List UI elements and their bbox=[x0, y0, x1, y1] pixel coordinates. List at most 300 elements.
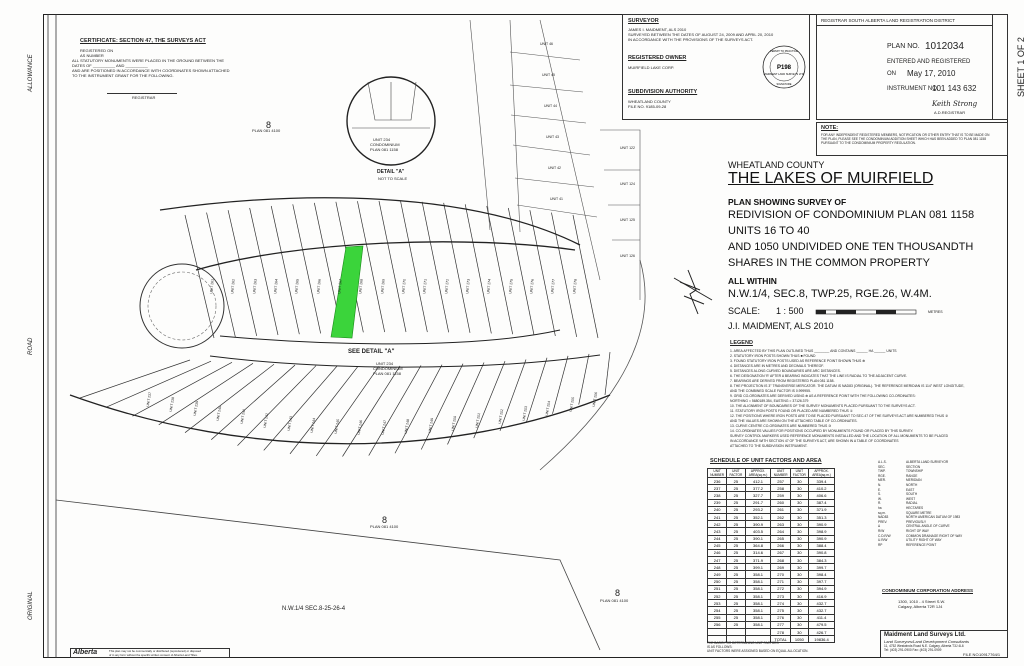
abbreviation-code: S. bbox=[878, 492, 882, 497]
file-no-label: FILE NO. bbox=[963, 652, 980, 657]
unit-table-cell: 251 bbox=[708, 585, 727, 592]
unit-table-cell: 388.4 bbox=[809, 542, 835, 549]
lot-line bbox=[293, 204, 321, 333]
original-label: ORIGINAL bbox=[28, 591, 34, 620]
abbreviation-code: SEC. bbox=[878, 464, 886, 469]
unit-table-cell: 25 bbox=[727, 521, 745, 528]
table-footnote: IS AS FOLLOWS: bbox=[707, 645, 733, 649]
unit-label: UNIT 261 bbox=[209, 278, 215, 295]
alberta-notice bbox=[70, 648, 230, 658]
unit-table-row bbox=[708, 607, 835, 614]
unit-label: UNIT 275 bbox=[507, 278, 514, 295]
unit-label: UNIT 240 bbox=[215, 405, 223, 421]
plan-081-4100-label-bottom: PLAN 081 4100 bbox=[370, 524, 399, 529]
legend-item: 8. THE PROJECTION IS 3° TRANSVERSE MERCATOR. THE DATUM IS NAD83 (ORIGINAL). THE REFERENCE MERIDIAN IS 114° WEST LONGITUDE, bbox=[730, 384, 965, 388]
unit-table-cell: 237 bbox=[708, 485, 727, 492]
unit-table-cell: 30 bbox=[790, 614, 808, 621]
detail-a-label: DETAIL "A" bbox=[377, 169, 405, 175]
unit-table-cell: 270 bbox=[771, 571, 790, 578]
note-line: PURSUANT TO THE CONDOMINIUM PROPERTY REGULATION. bbox=[821, 141, 916, 145]
road-north-edge bbox=[220, 330, 560, 344]
abbreviation-meaning: ALBERTA LAND SURVEYOR bbox=[906, 460, 949, 464]
abbreviation-meaning: CENTRAL ANGLE OF CURVE bbox=[906, 524, 950, 529]
lot-8-label-bottom: 8 bbox=[382, 515, 388, 525]
abbreviation-meaning: UTILITY RIGHT OF WAY bbox=[906, 538, 942, 543]
unit-table-cell: 273 bbox=[771, 593, 790, 600]
unit-label: UNIT 270 bbox=[401, 278, 407, 295]
abbreviation-meaning: NORTH bbox=[906, 483, 918, 487]
certificate-block bbox=[62, 38, 230, 100]
unit-table-cell: 25 bbox=[727, 549, 745, 556]
owner-value: MUIRFIELD LAKE CORP. bbox=[628, 65, 675, 70]
corp-address-line: 1300, 1010 - 4 Street S.W. bbox=[898, 599, 946, 604]
unit-table-cell bbox=[745, 628, 771, 635]
abbreviation-meaning: PREVIOUSLY bbox=[906, 519, 927, 524]
allowance-label: ALLOWANCE bbox=[28, 54, 34, 92]
unit-table-row bbox=[708, 521, 835, 528]
unit-table-total-cell: TOTAL bbox=[771, 636, 790, 643]
unit-table-cell: 275 bbox=[771, 607, 790, 614]
unit-table-cell: 390.9 bbox=[809, 521, 835, 528]
table-footnote: THE BASIS FOR DETERMINING UNIT FACTORS bbox=[707, 641, 779, 645]
unit-table-row bbox=[708, 564, 835, 571]
registrar-block bbox=[816, 14, 1026, 120]
unit-table-cell bbox=[708, 628, 727, 635]
unit-table-cell: 30 bbox=[790, 549, 808, 556]
unit-table-cell: 25 bbox=[727, 513, 745, 520]
surveyor-line: SURVEYED BETWEEN THE DATES OF AUGUST 24, 2009 AND APRIL 20, 2010 bbox=[628, 32, 774, 37]
unit-table-cell: 236 bbox=[708, 478, 727, 485]
seal-id: P198 bbox=[776, 65, 792, 71]
abbreviation-meaning: SQUARE METRE bbox=[906, 510, 932, 515]
abbreviation-code: NAD83 bbox=[878, 515, 889, 520]
unit-table-cell: 267 bbox=[771, 549, 790, 556]
registrar-heading: REGISTRAR SOUTH ALBERTA LAND REGISTRATION DISTRICT bbox=[821, 18, 956, 23]
legend-item: 13. CURVE CENTRE CO-ORDINATES ARE NUMBERED THUS ③ bbox=[730, 424, 832, 428]
unit-table-cell: 265 bbox=[771, 535, 790, 542]
abbreviation-code: A.L.S. bbox=[878, 460, 887, 464]
unit-table-cell: 394.9 bbox=[809, 585, 835, 592]
title-line-4: AND 1050 UNDIVIDED ONE TEN THOUSANDTH bbox=[728, 241, 974, 253]
unit-label: UNIT 246 bbox=[356, 419, 364, 436]
unit-table-cell: 30 bbox=[790, 478, 808, 485]
unit-label: UNIT 251 bbox=[474, 412, 481, 428]
title-line-7: N.W.1/4, SEC.8, TWP.25, RGE.26, W.4M. bbox=[728, 288, 932, 300]
lot-line bbox=[264, 366, 337, 450]
abbreviation-meaning: COMMON DRAINAGE RIGHT OF WAY bbox=[906, 533, 963, 538]
lot-8-label-right: 8 bbox=[615, 588, 621, 598]
top-lot-row bbox=[185, 201, 598, 338]
unit-table-cell: 293.2 bbox=[745, 506, 771, 513]
firm-name: Maidment Land Surveys Ltd. bbox=[884, 632, 966, 638]
authority-line: WHEATLAND COUNTY bbox=[628, 99, 671, 104]
corp-address-line: Calgary, Alberta T2R 1J4 bbox=[898, 604, 943, 609]
unit-label: UNIT 45 bbox=[542, 73, 555, 77]
lot-line bbox=[422, 202, 449, 333]
instrument-no: 101 143 632 bbox=[932, 84, 977, 93]
unit-label: UNIT 253 bbox=[521, 405, 528, 421]
unit-label: UNIT 267 bbox=[337, 278, 343, 295]
abbreviation-meaning: NORTH AMERICAN DATUM OF 1983 bbox=[906, 515, 961, 520]
seal-top: PERMIT TO PRACTICE bbox=[770, 50, 798, 53]
unit-table-cell: 397.7 bbox=[809, 578, 835, 585]
unit-label: UNIT 41 bbox=[550, 197, 563, 201]
owner-heading: REGISTERED OWNER bbox=[628, 55, 687, 61]
unit-table-cell: 246 bbox=[708, 549, 727, 556]
registered-date: May 17, 2010 bbox=[907, 69, 956, 78]
lot-line bbox=[290, 366, 358, 454]
unit-table-cell: 432.7 bbox=[809, 600, 835, 607]
unit-label: UNIT 266 bbox=[315, 278, 322, 295]
unit-table-row bbox=[708, 513, 835, 520]
unit-table-cell: 390.1 bbox=[745, 535, 771, 542]
unit-table-cell: 364.8 bbox=[745, 542, 771, 549]
abbreviation-code: C.D.R/W bbox=[878, 533, 891, 538]
unit-label: UNIT 273 bbox=[465, 278, 471, 295]
alberta-logo: Alberta bbox=[73, 649, 98, 656]
lot-line bbox=[357, 201, 384, 332]
unit-table-row bbox=[708, 535, 835, 542]
abbreviation-meaning: MERIDIAN bbox=[906, 478, 922, 483]
unit-table-cell: 30 bbox=[790, 492, 808, 499]
note-line: THE PLAN, PLEASE SEE THE CONDOMINIUM ADDITION SHEET WHICH HAS BEEN ADDED TO PLAN 081 1158 bbox=[821, 137, 986, 141]
abbreviation-code: RGE. bbox=[878, 473, 886, 478]
unit-table-cell: 30 bbox=[790, 506, 808, 513]
detail-condo-sub2: PLAN 081 1158 bbox=[370, 147, 398, 152]
abbreviation-code: RP bbox=[878, 542, 883, 547]
corp-address-heading: CONDOMINIUM CORPORATION ADDRESS bbox=[882, 588, 973, 593]
unit-table-cell: 25 bbox=[727, 485, 745, 492]
unit-label: UNIT 44 bbox=[544, 104, 557, 108]
unit-table-cell: 352.1 bbox=[745, 513, 771, 520]
legend-item: 10. THE ALIGNMENT OF BOUNDARIES OF THE SURVEY MONUMENTS PLACED PURSUANT TO THE SURVEYS ACT. bbox=[730, 404, 916, 408]
lot-line bbox=[553, 356, 569, 414]
unit-table-header: UNIT NUMBER bbox=[771, 469, 790, 478]
registrar-signature: Keith Strong bbox=[932, 100, 978, 108]
authority-heading: SUBDIVISION AUTHORITY bbox=[628, 89, 698, 95]
signature-title: A.D.REGISTRAR bbox=[934, 110, 966, 115]
lot-line bbox=[207, 213, 236, 337]
condo-unit-label: UNIT 234 bbox=[376, 361, 394, 366]
unit-table-row bbox=[708, 528, 835, 535]
unit-table-cell: 30 bbox=[790, 528, 808, 535]
unit-table-cell: 30 bbox=[790, 578, 808, 585]
unit-table-cell: 241 bbox=[708, 513, 727, 520]
unit-label: UNIT 125 bbox=[620, 218, 635, 222]
unit-table-header: APPROX. AREA(sq.m.) bbox=[809, 469, 835, 478]
unit-label: UNIT 122 bbox=[620, 146, 635, 150]
lot-8-label: 8 bbox=[266, 120, 272, 130]
lot-line bbox=[579, 354, 589, 405]
table-footnote: UNIT FACTORS WERE ASSIGNED BASED ON EQUAL ALLOCATION. bbox=[707, 649, 809, 653]
unit-table-row bbox=[708, 578, 835, 585]
unit-label: UNIT 244 bbox=[309, 417, 317, 433]
unit-table-cell: 247 bbox=[708, 557, 727, 564]
certificate-line: REGISTERED ON bbox=[80, 48, 114, 53]
unit-label: UNIT 278 bbox=[571, 278, 578, 295]
legend-item: 14. CO-ORDINATES VALUES FOR POSITIONS OCCUPIED BY MONUMENTS FOUND OR PLACED BY THIS SURVEY. bbox=[730, 429, 914, 433]
detail-a-lines bbox=[352, 82, 430, 128]
unit-table-cell: 244 bbox=[708, 535, 727, 542]
abbreviation-meaning: REFERENCE POINT bbox=[906, 542, 937, 547]
legend-item: 3. FOUND STATUTORY IRON POSTS USED AS REFERENCE POINT SHOWN THUS ⊕ bbox=[730, 359, 866, 363]
legend-item: NORTHING = 5680189.354, EASTING = 37126.379 bbox=[730, 399, 809, 403]
unit-table-cell: 264 bbox=[771, 528, 790, 535]
unit-table-cell: 253 bbox=[708, 600, 727, 607]
note-block bbox=[816, 122, 1008, 156]
unit-table-total-cell: 1050 bbox=[790, 636, 808, 643]
unit-table-cell: 30 bbox=[790, 571, 808, 578]
lot-line bbox=[185, 215, 214, 338]
alberta-notice-line: This plan may not be commercially or distributed (reproduced) or disposed bbox=[109, 649, 202, 653]
see-detail-a-label: SEE DETAIL "A" bbox=[348, 349, 395, 355]
unit-table-cell: 254 bbox=[708, 607, 727, 614]
unit-table-cell: 25 bbox=[727, 600, 745, 607]
unit-table-cell: 30 bbox=[790, 513, 808, 520]
unit-table-cell: 358.1 bbox=[745, 571, 771, 578]
unit-table-header: UNIT NUMBER bbox=[708, 469, 727, 478]
unit-table-cell: 25 bbox=[727, 578, 745, 585]
unit-table-cell: 411.4 bbox=[809, 614, 835, 621]
firm-tagline: Land Surveyors/Land Development Consultants bbox=[884, 639, 969, 644]
unit-table-cell: 30 bbox=[790, 564, 808, 571]
unit-table-title: SCHEDULE OF UNIT FACTORS AND AREA bbox=[710, 458, 822, 464]
unit-table-row bbox=[708, 593, 835, 600]
unit-table-total-cell: 19836.4 bbox=[809, 636, 835, 643]
unit-table-cell: 240 bbox=[708, 506, 727, 513]
unit-table-cell: 358.1 bbox=[745, 585, 771, 592]
instrument-label: INSTRUMENT NO. bbox=[887, 86, 939, 92]
certificate-line: DATES OF __________ AND __________ bbox=[72, 63, 148, 68]
unit-table-row bbox=[708, 600, 835, 607]
unit-table-cell: 239 bbox=[708, 499, 727, 506]
unit-label: UNIT 254 bbox=[544, 401, 552, 417]
development-name: THE LAKES OF MUIRFIELD bbox=[728, 170, 934, 187]
certificate-line: TO THE INSTRUMENT GRANT FOR THE FOLLOWING. bbox=[72, 73, 174, 78]
unit-label: UNIT 126 bbox=[620, 254, 635, 258]
unit-table-cell: 416.9 bbox=[809, 593, 835, 600]
unit-table-header: APPROX. AREA(sq.m.) bbox=[745, 469, 771, 478]
legend-item: 6. THE DESIGNATION 'R' AFTER A BEARING INDICATES THAT THE LINE IS RADIAL TO THE ADJACENT CURVE. bbox=[730, 374, 908, 378]
abbreviation-meaning: RANGE bbox=[906, 473, 918, 478]
unit-table-cell: 30 bbox=[790, 499, 808, 506]
unit-table-cell: 30 bbox=[790, 600, 808, 607]
unit-table-cell: 390.8 bbox=[809, 549, 835, 556]
certificate-line: AS NUMBER bbox=[80, 53, 104, 58]
detail-condo-label: UNIT 234 bbox=[373, 137, 391, 142]
unit-table-cell: 399.1 bbox=[745, 564, 771, 571]
file-no: 10917764/1 bbox=[979, 652, 1001, 657]
unit-label: UNIT 249 bbox=[427, 417, 434, 433]
unit-table-cell: 238 bbox=[708, 492, 727, 499]
seal-bottom: SIGNATURE bbox=[776, 83, 792, 86]
legend-item: 4. DISTANCES ARE IN METRES AND DECIMALS THEREOF. bbox=[730, 364, 824, 368]
firm-address: 11, 4752 Westwinds Road N.E. Calgary, Alberta T3J 4L6 bbox=[884, 644, 964, 648]
unit-label: UNIT 250 bbox=[450, 415, 458, 431]
signature-line bbox=[107, 93, 177, 94]
lot-line bbox=[250, 208, 278, 335]
lot-line bbox=[487, 206, 513, 334]
unit-table-cell: 25 bbox=[727, 571, 745, 578]
legend-item: 11. STATUTORY IRON POSTS FOUND OR PLACED ARE NUMBERED THUS ① bbox=[730, 409, 853, 413]
abbreviation-code: MER. bbox=[878, 478, 886, 483]
abbreviation-code: E. bbox=[878, 487, 882, 492]
plan-no-label: PLAN NO. bbox=[887, 43, 920, 50]
certificate-heading: CERTIFICATE: SECTION 47, THE SURVEYS ACT bbox=[80, 38, 206, 44]
unit-label: UNIT 277 bbox=[550, 278, 556, 295]
unit-table-cell: 291.7 bbox=[745, 499, 771, 506]
unit-table bbox=[707, 468, 835, 643]
unit-table-row bbox=[708, 492, 835, 499]
abbreviation-code: Δ bbox=[878, 524, 881, 529]
unit-table-cell: 30 bbox=[790, 521, 808, 528]
upper-lots bbox=[470, 20, 640, 300]
surveyor-name: J.I. MAIDMENT, ALS 2010 bbox=[728, 321, 834, 331]
alberta-notice-line: of in any form without the specific written consent of Alberta Land Titles. bbox=[109, 653, 198, 657]
legend-item: 1. AREA AFFECTED BY THIS PLAN OUTLINED THUS ________ AND CONTAINS ______ HA ______ UNITS bbox=[730, 349, 897, 353]
detail-a-scale: NOT TO SCALE bbox=[378, 176, 408, 181]
unit-table-cell: 25 bbox=[727, 621, 745, 628]
unit-table-cell: 30 bbox=[790, 485, 808, 492]
unit-table-cell: 25 bbox=[727, 564, 745, 571]
note-line: FOR ANY INDEPENDENT REGISTERED MEMBERS, NOTIFICATION OR OTHER ENTRY THAT IS TO BE MADE ON bbox=[821, 133, 990, 137]
unit-table-cell: 248 bbox=[708, 564, 727, 571]
legend-heading: LEGEND bbox=[730, 340, 753, 346]
unit-label: UNIT 263 bbox=[251, 278, 258, 295]
condo-sub1: CONDOMINIUM bbox=[373, 366, 403, 371]
unit-table-cell: 479.5 bbox=[809, 621, 835, 628]
unit-table-cell: 398.9 bbox=[809, 528, 835, 535]
unit-table-cell: 249 bbox=[708, 571, 727, 578]
unit-table-cell: 262 bbox=[771, 513, 790, 520]
unit-label: UNIT 248 bbox=[403, 418, 411, 435]
parcel-boundary bbox=[540, 260, 645, 470]
lot-line bbox=[444, 203, 470, 333]
note-heading: NOTE: bbox=[821, 125, 839, 131]
scale-bar bbox=[816, 309, 926, 317]
unit-label: UNIT 243 bbox=[286, 415, 293, 431]
unit-table-cell: 25 bbox=[727, 593, 745, 600]
lot-line bbox=[605, 352, 610, 395]
unit-table-cell: 384.3 bbox=[809, 557, 835, 564]
unit-table-cell: 245 bbox=[708, 542, 727, 549]
unit-label: UNIT 276 bbox=[529, 278, 535, 295]
unit-label: UNIT 247 bbox=[380, 419, 387, 436]
title-line-3: UNITS 16 TO 40 bbox=[728, 225, 810, 237]
cul-de-sac bbox=[140, 264, 224, 348]
unit-label: UNIT 42 bbox=[548, 166, 561, 170]
unit-table-cell: 269 bbox=[771, 564, 790, 571]
unit-table-cell: 371.9 bbox=[745, 557, 771, 564]
parcel-boundary bbox=[56, 500, 600, 650]
legend-item: 2. STATUTORY IRON POSTS SHOWN THUS ■ FOUND bbox=[730, 354, 816, 358]
unit-table-cell: 327.7 bbox=[745, 492, 771, 499]
unit-table-cell: 261 bbox=[771, 506, 790, 513]
permit-seal bbox=[762, 45, 806, 89]
lot-line bbox=[551, 213, 576, 337]
title-line-2: REDIVISION OF CONDOMINIUM PLAN 081 1158 bbox=[728, 209, 975, 221]
unit-table-cell: 390.9 bbox=[809, 535, 835, 542]
unit-label: UNIT 256 bbox=[591, 392, 599, 408]
lot-line bbox=[508, 208, 534, 335]
firm-block bbox=[880, 630, 1008, 658]
unit-label: UNIT 239 bbox=[192, 401, 199, 417]
nw-quarter-label: N.W.1/4 SEC.8-25-26-4 bbox=[282, 606, 346, 612]
unit-label: UNIT 43 bbox=[546, 135, 559, 139]
unit-table-cell: 30 bbox=[790, 621, 808, 628]
unit-table-cell: 25 bbox=[727, 478, 745, 485]
unit-table-row bbox=[708, 628, 835, 635]
unit-table-cell: 351.3 bbox=[809, 513, 835, 520]
unit-label: UNIT 242 bbox=[262, 412, 270, 428]
unit-table-cell: 30 bbox=[790, 585, 808, 592]
unit-table-cell: 426.7 bbox=[809, 628, 835, 635]
detail-condo-sub1: CONDOMINIUM bbox=[370, 142, 400, 147]
unit-table-cell: 30 bbox=[790, 628, 808, 635]
county-name: WHEATLAND COUNTY bbox=[728, 160, 825, 170]
title-block bbox=[728, 158, 1008, 338]
unit-table-row bbox=[708, 571, 835, 578]
unit-table-cell: 242 bbox=[708, 521, 727, 528]
unit-table-cell: 358.1 bbox=[745, 607, 771, 614]
abbreviations-block bbox=[878, 460, 1008, 560]
legend-item: AND THE COMBINED SCALE FACTOR IS 0.999955. bbox=[730, 389, 811, 393]
abbreviation-code: R. bbox=[878, 501, 882, 506]
unit-table-cell: 30 bbox=[790, 557, 808, 564]
unit-label: UNIT 252 bbox=[497, 409, 505, 425]
unit-table-cell: 258 bbox=[771, 485, 790, 492]
lot-line bbox=[401, 201, 428, 332]
abbreviation-meaning: HECTARES bbox=[906, 506, 924, 510]
abbreviation-meaning: WEST bbox=[906, 496, 916, 501]
unit-table-row bbox=[708, 549, 835, 556]
abbreviation-code: U.R/W bbox=[878, 538, 888, 543]
unit-table-cell: 25 bbox=[727, 492, 745, 499]
unit-table-cell: 256 bbox=[708, 621, 727, 628]
lot-line bbox=[573, 215, 598, 338]
unit-table-cell: 271 bbox=[771, 578, 790, 585]
scale-label: SCALE: bbox=[728, 306, 761, 316]
unit-table-cell: 358.1 bbox=[745, 614, 771, 621]
surveyor-block bbox=[622, 14, 810, 120]
surveyor-line: JAMES I. MAIDMENT, ALS 2010 bbox=[628, 27, 687, 32]
unit-table-cell: 272 bbox=[771, 585, 790, 592]
unit-table-cell: 25 bbox=[727, 528, 745, 535]
unit-table-row bbox=[708, 485, 835, 492]
surveyor-heading: SURVEYOR bbox=[628, 18, 659, 24]
unit-table-cell: 250 bbox=[708, 578, 727, 585]
unit-table-cell: 268 bbox=[771, 557, 790, 564]
unit-table-cell: 278 bbox=[771, 628, 790, 635]
bottom-lot-row bbox=[80, 352, 610, 457]
unit-table-row bbox=[708, 585, 835, 592]
unit-label: UNIT 265 bbox=[294, 278, 300, 295]
abbreviation-code: ha bbox=[878, 506, 882, 510]
unit-table-row bbox=[708, 542, 835, 549]
condo-sub2: PLAN 081 1158 bbox=[373, 371, 401, 376]
abbreviation-code: TWP. bbox=[878, 469, 886, 474]
abbreviation-code: R/W bbox=[878, 529, 885, 533]
unit-table-cell: 30 bbox=[790, 535, 808, 542]
legend-item: 12. THE POSITIONS WHERE IRON POSTS ARE TO BE PLACED PURSUANT TO SEC.47 OF THE SURVEYS ACT ARE NUMBERED THUS ② bbox=[730, 414, 949, 418]
certificate-line: AND ARE POSITIONED IN ACCORDANCE WITH COORDINATES SHOWN ATTACHED bbox=[72, 68, 230, 73]
unit-table-cell: 25 bbox=[727, 614, 745, 621]
unit-table-cell: 398.4 bbox=[809, 571, 835, 578]
unit-table-cell: 25 bbox=[727, 557, 745, 564]
unit-table-cell: 387.4 bbox=[809, 499, 835, 506]
firm-phone: Tel: (403) 291-0900 Fax: (403) 291-0909 bbox=[884, 648, 942, 652]
match-line-symbol bbox=[674, 270, 712, 314]
